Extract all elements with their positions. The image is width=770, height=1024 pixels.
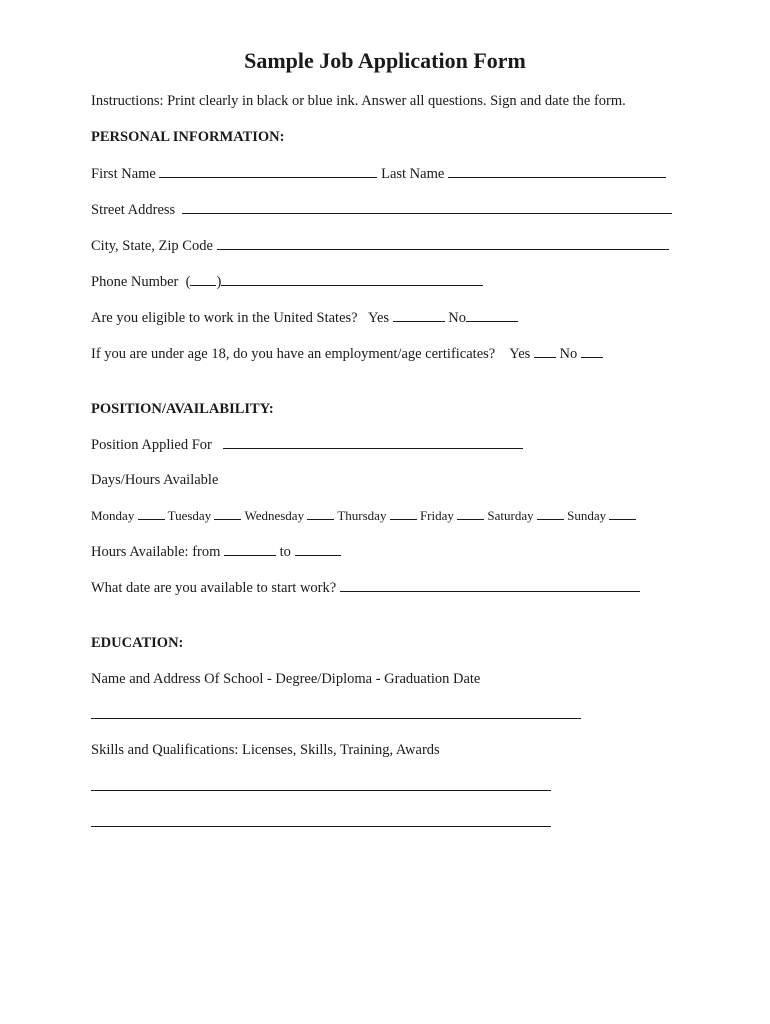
hours-row <box>91 541 341 562</box>
street-address-field[interactable] <box>182 199 672 214</box>
phone-number-field[interactable] <box>221 271 483 286</box>
position-label: Position Applied For <box>91 437 212 453</box>
first-name-field[interactable] <box>159 163 377 178</box>
under18-no-label: No <box>559 346 578 362</box>
hours-from-field[interactable] <box>224 541 276 556</box>
under18-row <box>91 343 603 364</box>
phone-area-open-paren: ( <box>185 274 191 290</box>
day-label-saturday: Saturday <box>487 508 534 523</box>
skills-entry-line-2[interactable] <box>91 826 551 827</box>
start-date-question: What date are you available to start work? <box>91 580 337 596</box>
start-date-field[interactable] <box>340 577 640 592</box>
position-availability-heading: POSITION/AVAILABILITY: <box>91 401 274 417</box>
day-label-thursday: Thursday <box>337 508 387 523</box>
day-field-wednesday[interactable] <box>307 507 334 520</box>
hours-to-field[interactable] <box>295 541 341 556</box>
day-label-friday: Friday <box>419 508 454 523</box>
days-hours-label: Days/Hours Available <box>91 472 219 488</box>
city-state-zip-row <box>91 235 669 256</box>
eligibility-row <box>91 307 518 328</box>
eligibility-yes-label: Yes <box>367 310 390 326</box>
phone-area-code-field[interactable] <box>190 271 216 286</box>
under18-no-field[interactable] <box>581 343 603 358</box>
school-label: Name and Address Of School - Degree/Diploma - Graduation Date <box>91 671 481 687</box>
phone-area-close-paren: ) <box>216 274 222 290</box>
last-name-label: Last Name <box>381 166 445 182</box>
skills-label: Skills and Qualifications: Licenses, Skills, Training, Awards <box>91 742 440 758</box>
eligibility-no-label: No <box>448 310 467 326</box>
under18-question: If you are under age 18, do you have an employment/age certificates? <box>91 346 496 362</box>
under18-yes-label: Yes <box>509 346 531 362</box>
eligibility-yes-field[interactable] <box>393 307 445 322</box>
form-title: Sample Job Application Form <box>244 48 526 73</box>
city-state-zip-field[interactable] <box>217 235 669 250</box>
day-field-thursday[interactable] <box>390 507 417 520</box>
day-field-tuesday[interactable] <box>214 507 241 520</box>
start-date-row <box>91 577 640 598</box>
skills-entry-line-1[interactable] <box>91 790 551 791</box>
street-address-label: Street Address <box>91 202 176 218</box>
first-name-label: First Name <box>91 166 156 182</box>
street-address-row <box>91 199 672 220</box>
last-name-field[interactable] <box>448 163 666 178</box>
eligibility-question: Are you eligible to work in the United States? <box>91 310 358 326</box>
eligibility-no-field[interactable] <box>466 307 518 322</box>
instructions-text: Instructions: Print clearly in black or blue ink. Answer all questions. Sign and date the form. <box>91 93 626 109</box>
position-row <box>91 434 523 455</box>
name-row <box>91 163 666 184</box>
personal-info-heading: PERSONAL INFORMATION: <box>91 129 285 145</box>
day-field-monday[interactable] <box>138 507 165 520</box>
hours-from-label: Hours Available: from <box>91 544 221 560</box>
day-label-monday: Monday <box>91 508 135 523</box>
day-field-sunday[interactable] <box>609 507 636 520</box>
phone-label: Phone Number <box>91 274 179 290</box>
hours-to-label: to <box>279 544 291 560</box>
days-row <box>91 506 636 526</box>
day-label-sunday: Sunday <box>567 508 607 523</box>
phone-row <box>91 271 483 292</box>
day-label-tuesday: Tuesday <box>167 508 212 523</box>
position-field[interactable] <box>223 434 523 449</box>
city-state-zip-label: City, State, Zip Code <box>91 238 213 254</box>
day-field-saturday[interactable] <box>537 507 564 520</box>
school-entry-line[interactable] <box>91 718 581 719</box>
under18-yes-field[interactable] <box>534 343 556 358</box>
day-label-wednesday: Wednesday <box>244 508 305 523</box>
education-heading: EDUCATION: <box>91 635 184 651</box>
day-field-friday[interactable] <box>457 507 484 520</box>
